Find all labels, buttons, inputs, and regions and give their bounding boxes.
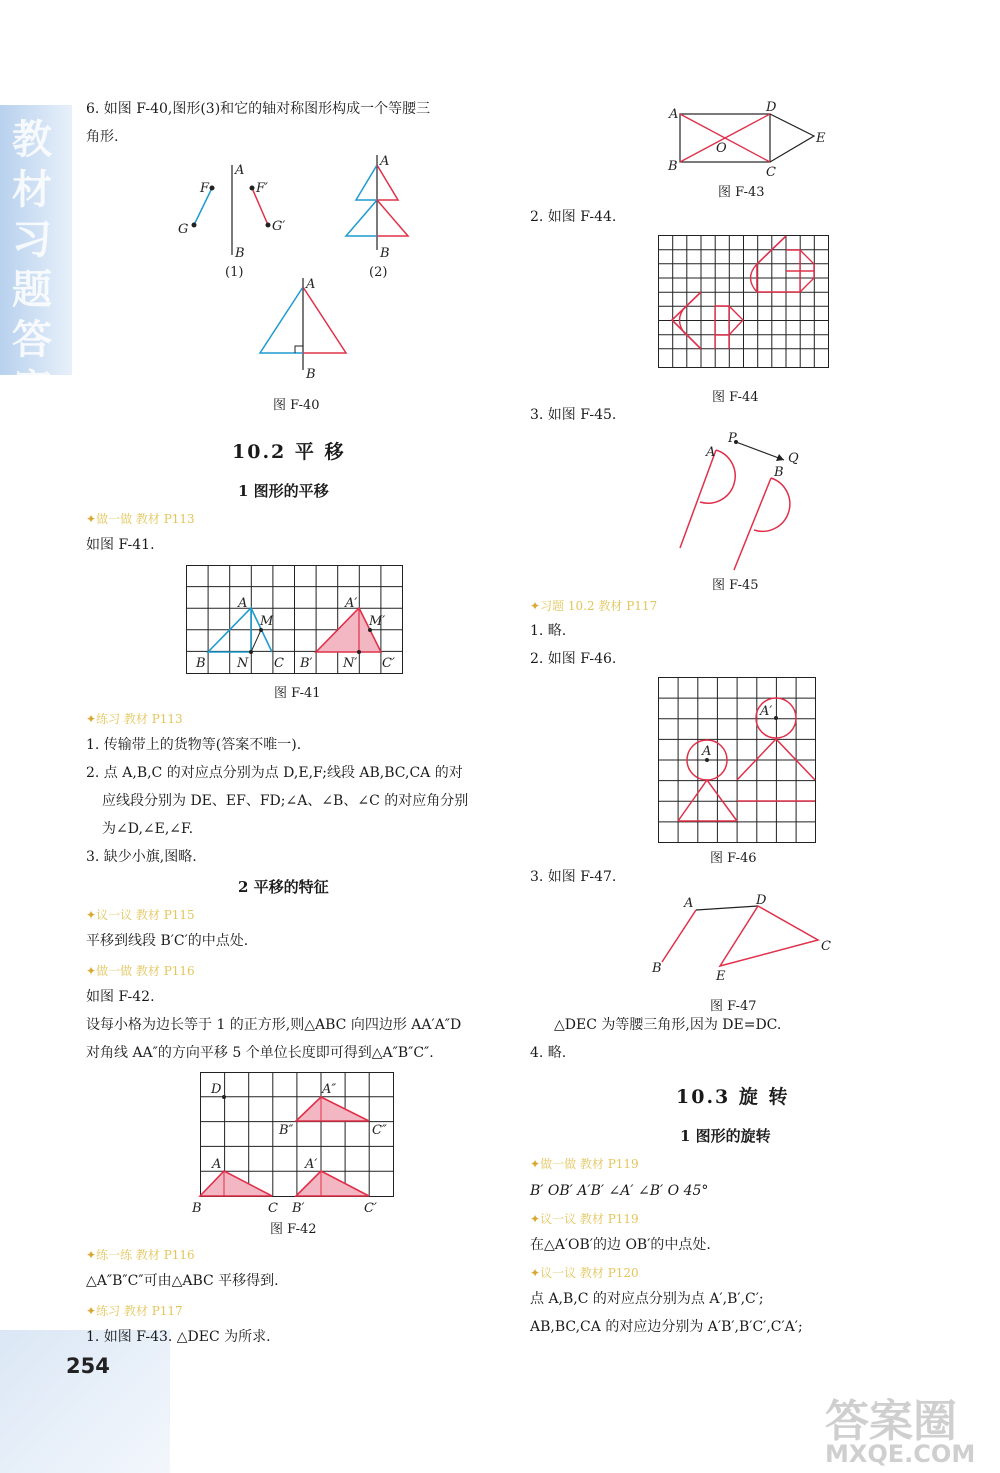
page-number: 254 <box>66 1354 110 1378</box>
section-10-2-heading: 10.2 平 移 <box>232 441 346 463</box>
svg-text:A: A <box>238 596 248 611</box>
figure-f40 <box>170 150 450 390</box>
svg-text:B: B <box>380 246 390 261</box>
corner-decoration <box>0 1330 170 1473</box>
svg-text:A′: A′ <box>305 1157 318 1172</box>
answer-l2a: 2. 点 A,B,C 的对应点分别为点 D,E,F;线段 AB,BC,CA 的对 <box>86 765 463 781</box>
svg-text:B: B <box>192 1201 202 1216</box>
svg-text:B′: B′ <box>300 656 313 671</box>
svg-text:N′: N′ <box>343 656 358 671</box>
figure-f41 <box>186 565 406 677</box>
svg-text:D: D <box>211 1082 222 1097</box>
tag-lianyilian-p116: ✦ 练一练 教材 P116 <box>86 1246 195 1263</box>
svg-text:D: D <box>756 893 767 908</box>
tag-lianxi-p117: ✦ 练习 教材 P117 <box>86 1302 183 1319</box>
answer-r3: 1. 略. <box>530 623 567 639</box>
tag-yiyiyi-p119: ✦ 议一议 教材 P119 <box>530 1210 639 1227</box>
svg-text:C″: C″ <box>372 1123 387 1138</box>
svg-text:A′: A′ <box>345 596 358 611</box>
svg-text:B: B <box>235 246 245 261</box>
answer-l9: 1. 如图 F-43. △DEC 为所求. <box>86 1329 271 1345</box>
figure-f44 <box>656 233 832 373</box>
fig44-caption: 图 F-44 <box>712 390 759 405</box>
svg-text:F: F <box>200 181 210 196</box>
svg-text:B: B <box>306 367 316 382</box>
svg-text:D: D <box>766 100 777 115</box>
svg-text:B: B <box>196 656 206 671</box>
f44-grid <box>658 235 829 368</box>
answer-l2b: 应线段分别为 DE、EF、FD;∠A、∠B、∠C 的对应角分别 <box>102 793 469 809</box>
svg-text:B″: B″ <box>279 1123 294 1138</box>
figure-f45 <box>676 430 836 578</box>
svg-text:M′: M′ <box>369 614 386 629</box>
item6-line2: 角形. <box>86 129 119 145</box>
watermark-main: 答案圈 <box>825 1396 957 1447</box>
svg-text:C′: C′ <box>364 1201 377 1216</box>
f46-grid <box>658 677 816 843</box>
answer-l3: 3. 缺少小旗,图略. <box>86 849 197 865</box>
tag-zuoyizuo-p113: ✦ 做一做 教材 P113 <box>86 510 195 527</box>
side-banner-text: 教材习题答案详解 <box>12 117 52 513</box>
answer-r4: 2. 如图 F-46. <box>530 651 617 667</box>
svg-text:(2): (2) <box>369 265 388 280</box>
answer-r9: 在△A′OB′的边 OB′的中点处. <box>530 1237 711 1253</box>
svg-text:A: A <box>669 107 679 122</box>
answer-l2c: 为∠D,∠E,∠F. <box>102 821 194 837</box>
svg-text:C: C <box>268 1201 278 1216</box>
svg-text:B′: B′ <box>292 1201 305 1216</box>
fig46-caption: 图 F-46 <box>710 851 757 866</box>
fig42-caption: 图 F-42 <box>270 1222 317 1237</box>
svg-text:O: O <box>716 141 727 156</box>
answer-l4: 平移到线段 B′C′的中点处. <box>86 933 249 949</box>
fig40-caption: 图 F-40 <box>273 398 320 413</box>
figure-f43 <box>660 98 840 182</box>
figure-f47 <box>648 892 838 988</box>
svg-text:A: A <box>684 896 694 911</box>
svg-text:B: B <box>774 465 784 480</box>
svg-text:P: P <box>728 431 737 446</box>
answer-fig41-ref: 如图 F-41. <box>86 537 155 553</box>
answer-l1: 1. 传输带上的货物等(答案不唯一). <box>86 737 302 753</box>
figure-f42 <box>188 1072 408 1220</box>
answer-r5: 3. 如图 F-47. <box>530 869 617 885</box>
section-10-3-heading: 10.3 旋 转 <box>676 1086 790 1108</box>
answer-r11: AB,BC,CA 的对应边分别为 A′B′,B′C′,C′A′; <box>530 1319 803 1335</box>
answer-l8: △A″B″C″可由△ABC 平移得到. <box>86 1273 279 1289</box>
subsection-rotation-heading: 1 图形的旋转 <box>680 1127 771 1145</box>
answer-r7: 4. 略. <box>530 1045 567 1061</box>
watermark-url: MXQE.COM <box>825 1440 976 1468</box>
answer-r10: 点 A,B,C 的对应点分别为点 A′,B′,C′; <box>530 1291 764 1307</box>
svg-text:N: N <box>237 656 249 671</box>
answer-r6: △DEC 为等腰三角形,因为 DE=DC. <box>554 1017 782 1033</box>
answer-r8: B′ OB′ A′B′ ∠A′ ∠B′ O 45° <box>530 1183 709 1199</box>
tag-zuoyizuo-p116: ✦ 做一做 教材 P116 <box>86 962 195 979</box>
svg-text:C: C <box>766 165 776 180</box>
svg-text:C: C <box>274 656 284 671</box>
tag-lianxi-p113: ✦ 练习 教材 P113 <box>86 710 183 727</box>
svg-text:(1): (1) <box>225 265 244 280</box>
svg-text:G′: G′ <box>272 219 286 234</box>
fig41-caption: 图 F-41 <box>274 686 321 701</box>
answer-r2: 3. 如图 F-45. <box>530 407 617 423</box>
answer-l6: 设每小格为边长等于 1 的正方形,则△ABC 向四边形 AA′A″D <box>86 1017 462 1033</box>
tag-zuoyizuo-p119: ✦ 做一做 教材 P119 <box>530 1155 639 1172</box>
tag-yiyiyi-p120: ✦ 议一议 教材 P120 <box>530 1264 639 1281</box>
svg-text:F′: F′ <box>256 181 268 196</box>
svg-text:B: B <box>652 961 662 976</box>
svg-text:G: G <box>178 222 189 237</box>
fig47-caption: 图 F-47 <box>710 999 757 1014</box>
svg-text:A: A <box>702 744 712 759</box>
svg-text:A: A <box>235 163 245 178</box>
svg-text:A: A <box>706 445 716 460</box>
subsection-1-heading: 1 图形的平移 <box>238 482 329 500</box>
svg-text:A′: A′ <box>760 704 773 719</box>
figure-f46 <box>656 675 820 847</box>
svg-text:E: E <box>816 131 826 146</box>
item6-line1: 6. 如图 F-40,图形(3)和它的轴对称图形构成一个等腰三 <box>86 101 431 117</box>
fig45-caption: 图 F-45 <box>712 578 759 593</box>
tag-yiyiyi-p115: ✦ 议一议 教材 P115 <box>86 906 195 923</box>
svg-text:E: E <box>716 969 726 984</box>
svg-text:A″: A″ <box>322 1082 337 1097</box>
svg-text:M: M <box>260 614 274 629</box>
svg-text:A: A <box>306 277 316 292</box>
subsection-2-heading: 2 平移的特征 <box>238 878 329 896</box>
svg-text:A: A <box>380 154 390 169</box>
svg-text:B: B <box>668 159 678 174</box>
svg-text:Q: Q <box>788 451 799 466</box>
svg-text:C: C <box>821 939 831 954</box>
answer-l7: 对角线 AA″的方向平移 5 个单位长度即可得到△A″B″C″. <box>86 1045 434 1061</box>
tag-xiti-10-2-p117: ✦ 习题 10.2 教材 P117 <box>530 597 657 614</box>
answer-l5: 如图 F-42. <box>86 989 155 1005</box>
svg-text:C′: C′ <box>382 656 395 671</box>
answer-r1: 2. 如图 F-44. <box>530 209 617 225</box>
svg-text:A: A <box>212 1157 222 1172</box>
fig43-caption: 图 F-43 <box>718 185 765 200</box>
